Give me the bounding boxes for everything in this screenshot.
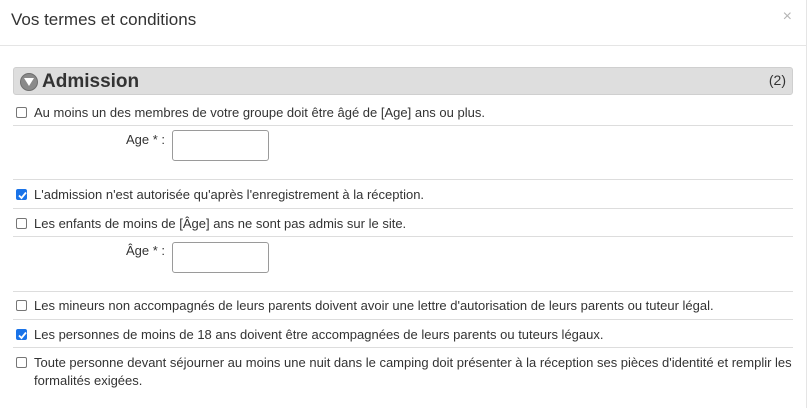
section-title: Admission bbox=[42, 71, 140, 92]
min-age-input[interactable] bbox=[172, 242, 269, 273]
min-age-field-row bbox=[13, 237, 793, 292]
condition-row bbox=[13, 186, 793, 209]
condition-row bbox=[13, 104, 793, 126]
condition-checkbox[interactable] bbox=[16, 107, 27, 118]
condition-checkbox-checked[interactable] bbox=[16, 189, 27, 200]
modal-header bbox=[0, 0, 806, 46]
collapse-toggle-icon[interactable] bbox=[20, 73, 38, 91]
age-field-row bbox=[13, 126, 793, 180]
condition-row bbox=[13, 215, 793, 237]
condition-checkbox[interactable] bbox=[16, 357, 27, 368]
modal-title: Vos termes et conditions bbox=[11, 10, 197, 29]
condition-row bbox=[13, 326, 793, 348]
close-button[interactable]: × bbox=[782, 8, 792, 25]
section-count: (2) bbox=[768, 72, 786, 88]
condition-label: Les enfants de moins de [Âge] ans ne sont pas admis sur le site. bbox=[34, 216, 407, 231]
condition-label-line2: formalités exigées. bbox=[34, 373, 143, 388]
condition-row bbox=[13, 297, 793, 320]
section-header-admission[interactable] bbox=[13, 67, 793, 95]
age-field-label: Age * : bbox=[126, 132, 166, 147]
condition-checkbox[interactable] bbox=[16, 300, 27, 311]
min-age-field-label: Âge * : bbox=[126, 243, 166, 258]
condition-label: Les mineurs non accompagnés de leurs parents doivent avoir une lettre d'autorisation de leurs parents ou tuteur légal. bbox=[34, 298, 714, 313]
condition-label-line1: Toute personne devant séjourner au moins une nuit dans le camping doit présenter à la réception ses pièces d'identité et remplir les bbox=[34, 355, 792, 370]
condition-checkbox-checked[interactable] bbox=[16, 329, 27, 340]
condition-checkbox[interactable] bbox=[16, 218, 27, 229]
age-input[interactable] bbox=[172, 130, 269, 161]
condition-row bbox=[13, 354, 793, 394]
condition-label: Au moins un des membres de votre groupe doit être âgé de [Age] ans ou plus. bbox=[34, 105, 485, 120]
condition-label: L'admission n'est autorisée qu'après l'enregistrement à la réception. bbox=[34, 187, 425, 202]
condition-label: Les personnes de moins de 18 ans doivent être accompagnées de leurs parents ou tuteurs légaux. bbox=[34, 327, 604, 342]
